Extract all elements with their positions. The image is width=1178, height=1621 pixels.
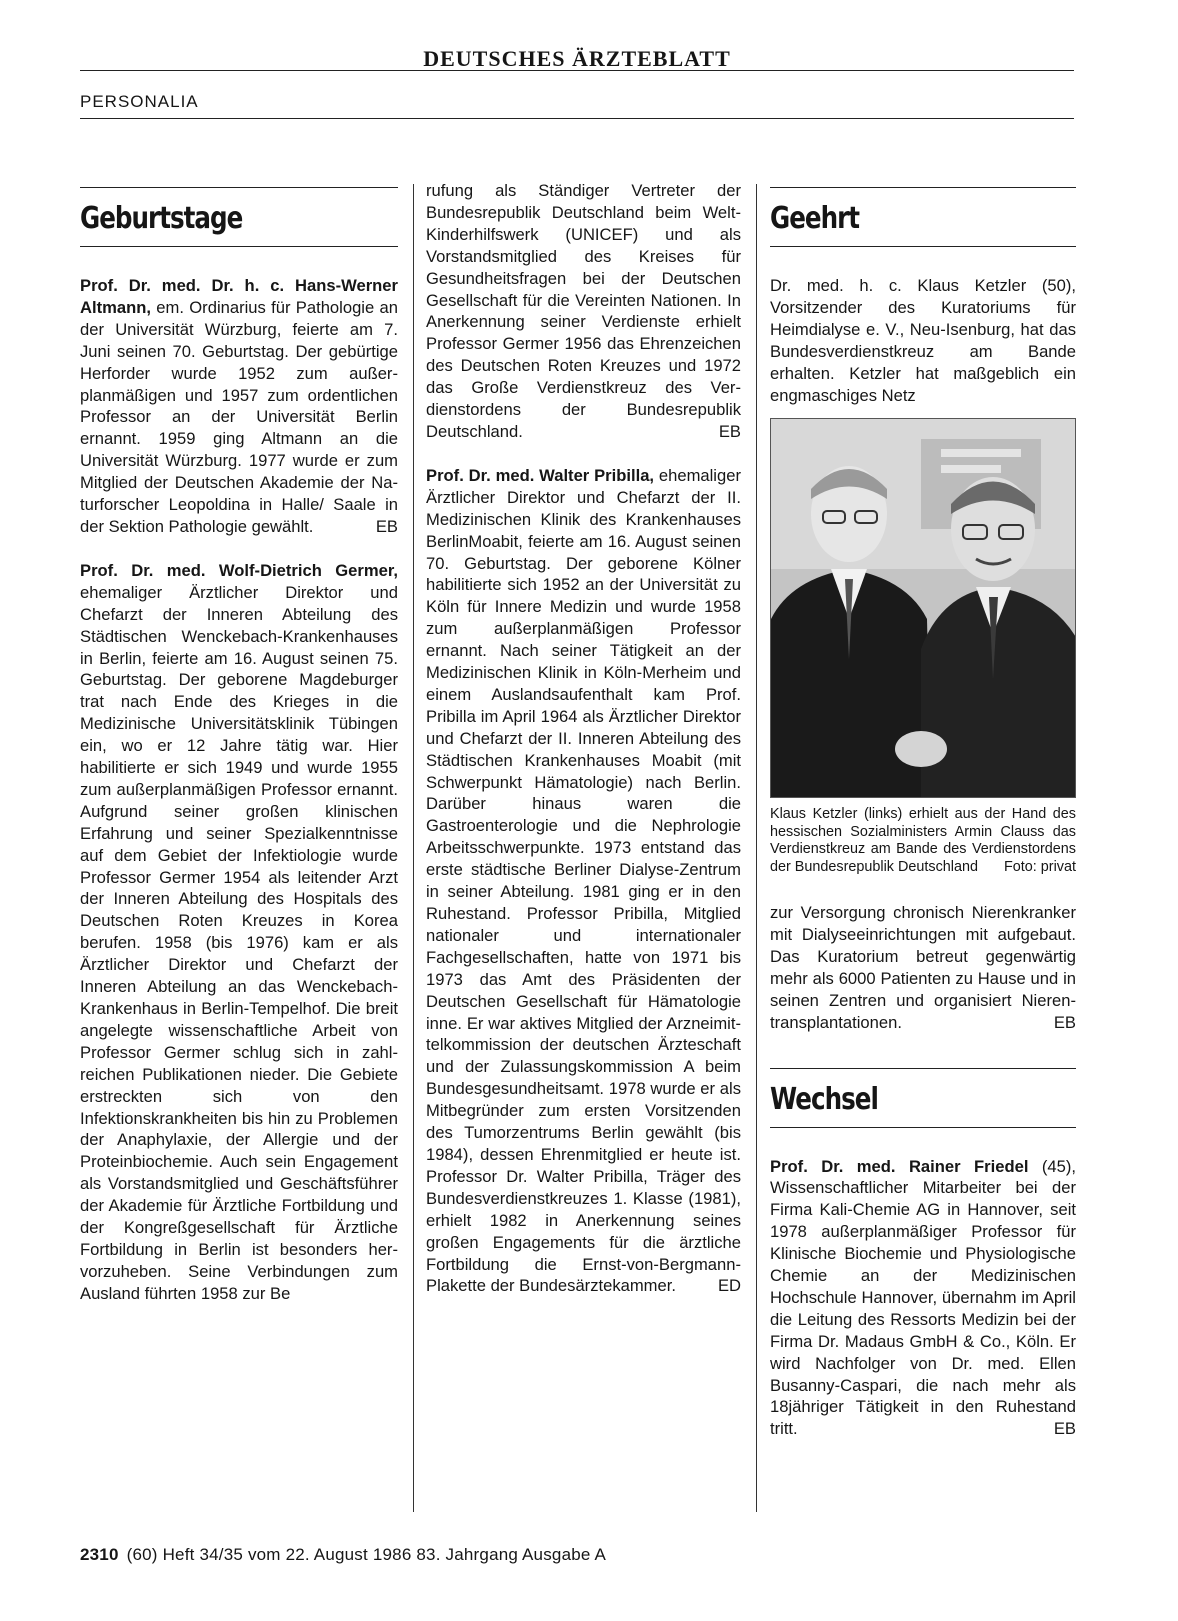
entry-text: ehemaliger Ärztlicher Direktor und Chefarzt der Inneren Abteilung des Städtischen Wenckebach-Krankenhauses in Berlin, feierte am 16. August seinen 75. Geburtstag. Der geborene Magdeburger trat nach Ende des Krieges in die Medizinische Universitätsklinik Tübingen ein, wo er 12 Jahre tätig war. Hier habilitierte er sich 1949 und wurde 1955 zum außerplanmäßigen Professor ernannt. Aufgrund seiner großen klinischen Erfahrung und seiner Spezialkenntnisse auf dem Gebiet der Infektiologie wurde Professor Germer 1954 als leitender Arzt der Inneren Abteilung des Hospitals des Deutschen Roten Kreuzes in Korea berufen. 1958 (bis 1976) kam er als Ärztlicher Direktor und Chefarzt der Inneren Abteilung an das Wenckebach-Krankenhaus in Berlin-Tempelhof. Die breit angelegte wissenschaftliche Arbeit von Professor Germer schlug sich in zahlreichen Publikationen nieder. Die Gebiete erstreckten sich von den Infektionskrankheiten bis hin zu Problemen der Anaphylaxie, der Allergie und der Proteinbiochemie. Auch sein Engagement als Vorstandsmitglied und Geschäftsführer der Akademie für Ärztliche Fortbildung und der Kongreßgesellschaft für Ärztliche Fortbildung in Berlin ist besonders hervorzuheben. Seine Verbindungen zum Ausland führten 1958 zur Be — [80, 582, 398, 1303]
entry-signature: EB — [1053, 1012, 1076, 1032]
section-label: PERSONALIA — [80, 92, 199, 111]
entry-text: em. Ordinarius für Pathologie an der Universität Würzburg, feierte am 7. Juni seinen 70. Geburtstag. Der gebürtige Herforder wurde 1952 zum außerplanmäßigen und 1957 zum ordentlichen Professor an der Universität Berlin ernannt. 1959 ging Altmann an die Universität Würzburg. 1977 wurde er zum Mitglied der Deutschen Akademie der Naturforscher Leopoldina in Halle/ Saale in der Sektion Pathologie gewählt. — [80, 297, 398, 536]
entry-friedel — [770, 1156, 1076, 1441]
page-footer — [80, 1545, 606, 1565]
entry-text: (45), Wissenschaftlicher Mitarbeiter bei der Firma Kali-Chemie AG in Hannover, seit 1978 außerplanmäßiger Professor für Klinische Biochemie und Physiologische Chemie an der Medizinischen Hochschule Hannover, übernahm im April die Leitung des Ressorts Medizin bei der Firma Dr. Madaus GmbH & Co., Köln. Er wird Nachfolger von Dr. med. Ellen Busanny-Caspari, die nach mehr als 18jähriger Tätigkeit in den Ruhestand tritt. — [770, 1156, 1076, 1439]
photo-ketzler-clauss — [770, 418, 1076, 798]
photo-credit: Foto: privat — [1004, 858, 1076, 875]
entry-text: rufung als Ständiger Vertreter der Bundesrepublik Deutschland beim Welt-Kinderhilfswerk (UNICEF) und als Vorstandsmitglied des Kreises für Gesundheitsfragen bei der Deutschen Gesellschaft für die Vereinten Nationen. In Anerkennung seiner Verdienste erhielt Professor Germer 1956 das Ehrenzeichen des Deutschen Roten Kreuzes und 1972 das Große Verdienstkreuz des Verdienstordens der Bundesrepublik Deutschland. — [426, 181, 741, 441]
entry-ketzler — [770, 275, 1076, 406]
heading-wechsel: Wechsel — [770, 1081, 878, 1117]
issue-info: (60) Heft 34/35 vom 22. August 1986 83. Jahrgang Ausgabe A — [126, 1545, 607, 1564]
column-divider-1 — [413, 184, 414, 1512]
entry-signature: EB — [375, 516, 398, 536]
page-number: 2310 — [80, 1545, 119, 1564]
entry-text: ehemaliger Ärztlicher Direktor und Chefarzt der II. Medizinischen Klinik des Krankenhauses BerlinMoabit, feierte am 16. August seinen 70. Geburtstag. Der geborene Kölner habilitierte sich 1952 an der Universität zu Köln für Innere Medizin und wurde 1958 zum außerplanmäßigen Professor ernannt. Nach seiner Tätigkeit an der Medizinischen Klinik in Köln-Merheim und einem Auslandsaufenthalt kam Prof. Pribilla im April 1964 als Ärztlicher Direktor und Chefarzt der II. Inneren Abteilung des Städtischen Krankenhauses Moabit (mit Schwerpunkt Hämatologie) nach Berlin. Darüber hinaus waren die Gastroenterologie und die Nephrologie Arbeitsschwerpunkte. 1973 entstand das erste städtische Berliner Dialyse-Zentrum in seiner Abteilung. 1981 ging er in den Ruhestand. Professor Pribilla, Mitglied nationaler und internationaler Fachgesellschaften, hatte von 1971 bis 1973 das Amt des Präsidenten der Deutschen Gesellschaft für Hämatologie inne. Er war aktives Mitglied der Arzneimittelkommission der deutschen Ärzteschaft und der Zulassungskommission A beim Bundesgesundheitsamt. 1978 wurde er als Mitbegründer zum ersten Vorsitzenden des Tumorzentrums Berlin gewählt (bis 1984), dessen Ehrenmitglied er heute ist. Professor Dr. Walter Pribilla, Träger des Bundesverdienstkreuzes 1. Klasse (1981), erhielt 1982 in Anerkennung seines großen Engagements für die ärztliche Fortbildung die Ernst-von-Bergmann-Plakette der Bundesärztekammer. — [426, 465, 741, 1296]
entry-pribilla — [426, 465, 741, 1297]
entry-name: Prof. Dr. med. Dr. h. c. Hans-Werner Altmann, — [80, 276, 398, 317]
entry-signature: ED — [717, 1276, 741, 1296]
entry-text: zur Versorgung chronisch Nierenkranker mit Dialyseeinrichtungen mit aufgebaut. Das Kuratorium betreut gegenwärtig mehr als 6000 Patienten zu Hause und in seinen Zentren und organisiert Nierentransplantationen. — [770, 903, 1076, 1032]
masthead: DEUTSCHES ÄRZTEBLATT — [423, 46, 731, 71]
entry-ketzler-continued — [770, 902, 1076, 1033]
heading-block-wechsel — [770, 1068, 1076, 1128]
photo-image — [771, 419, 1076, 798]
photo-caption — [770, 806, 1076, 876]
column-2 — [426, 180, 741, 1319]
column-3 — [770, 187, 1076, 1462]
entry-germer-continued — [426, 180, 741, 443]
column-1 — [80, 187, 398, 1327]
entry-germer — [80, 560, 398, 1305]
entry-name: Dr. med. h. c. Klaus Ketzler — [770, 276, 1027, 295]
entry-altmann — [80, 275, 398, 538]
section-rule — [80, 118, 1074, 119]
column-divider-2 — [756, 184, 757, 1512]
masthead-rule — [80, 70, 1074, 71]
heading-geehrt: Geehrt — [770, 201, 860, 236]
entry-name: Prof. Dr. med. Walter Pribilla, — [426, 465, 655, 485]
entry-signature: EB — [718, 421, 741, 441]
entry-name: Prof. Dr. med. Rainer Friedel — [770, 1156, 1029, 1176]
caption-text: Klaus Ketzler (links) erhielt aus der Hand des hessischen Sozialministers Armin Clauss das Verdienstkreuz am Bande des Verdienstordens der Bundesrepublik Deutschland — [770, 806, 1076, 875]
heading-block-geburtstage — [80, 187, 398, 247]
entry-text: (50), Vorsitzender des Kuratoriums für Heimdialyse e. V., Neu-Isenburg, hat das Bundesverdienstkreuz am Bande erhalten. Ketzler hat maßgeblich ein engmaschiges Netz — [770, 276, 1077, 405]
entry-signature: EB — [1053, 1419, 1076, 1439]
entry-name: Prof. Dr. med. Wolf-Dietrich Germer, — [80, 560, 398, 580]
heading-geburtstage: Geburtstage — [80, 201, 243, 236]
heading-block-geehrt — [770, 187, 1076, 247]
